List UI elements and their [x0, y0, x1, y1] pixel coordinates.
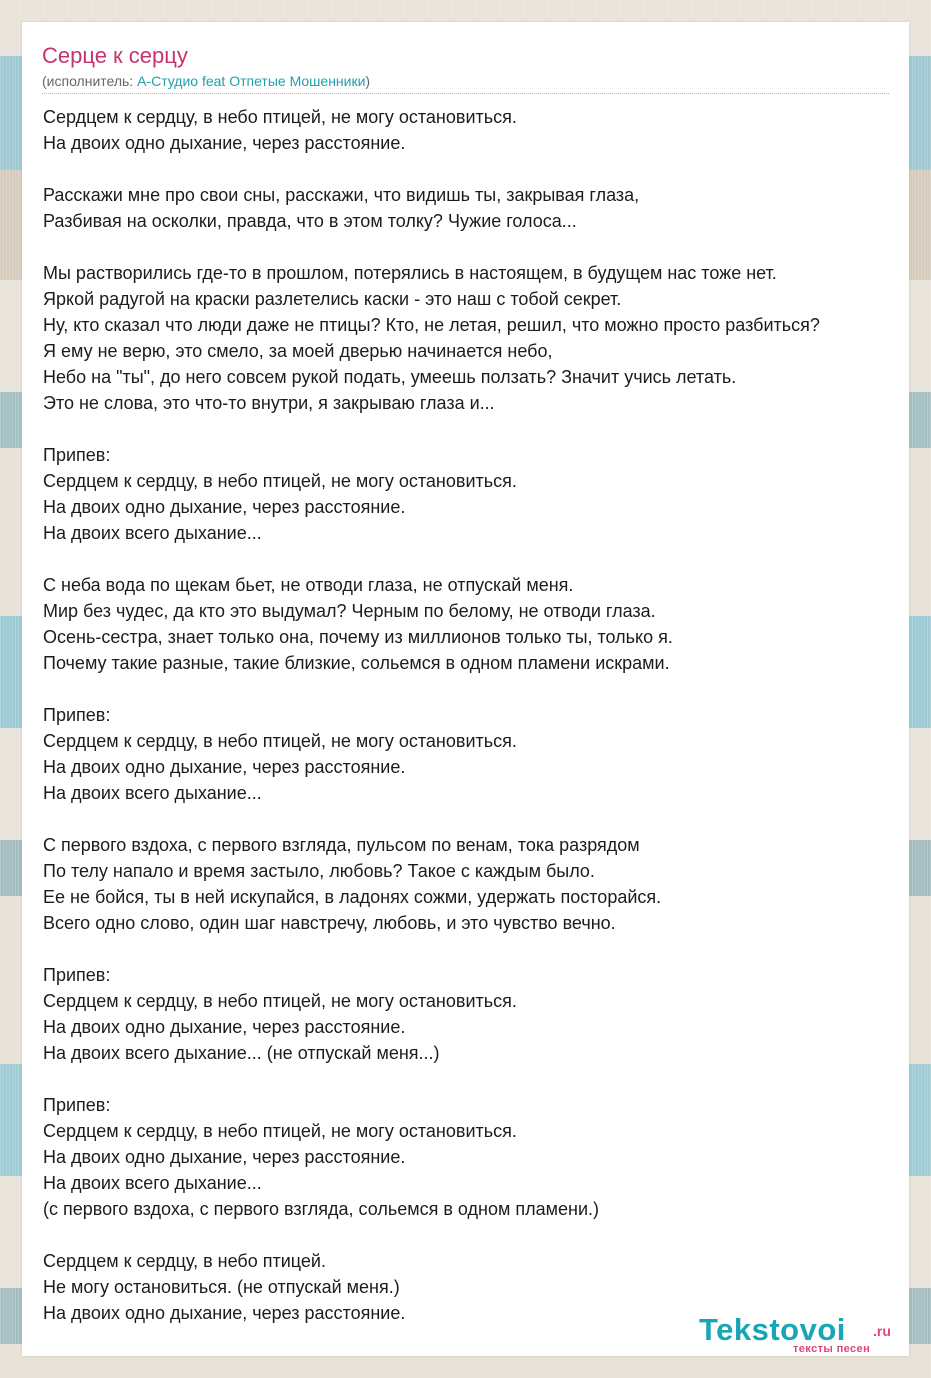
artist-prefix: (исполнитель: [42, 73, 138, 89]
logo-tagline: тексты песен [793, 1343, 871, 1355]
lyrics-text: Сердцем к сердцу, в небо птицей, не могу остановиться. На двоих одно дыхание, через расстояние. Расскажи мне про свои сны, расскажи, что видишь ты, закрывая глаза, Разбивая на осколки, правда, что в этом толку? Чужие голоса... Мы растворились где-то в прошлом, потерялись в настоящем, в будущем нас тоже нет. Яркой радугой на краски разлетелись каски - это наш с тобой секрет. Ну, кто сказал что люди даже не птицы? Кто, не летая, решил, что можно просто разбиться? Я ему не верю, это смело, за моей дверью начинается небо, Небо на "ты", до него совсем рукой подать, умеешь ползать? Значит учись летать. Это не слова, это что-то внутри, я закрываю глаза и... Припев: Сердцем к сердцу, в небо птицей, не могу остановиться. На двоих одно дыхание, через расстояние. На двоих всего дыхание... С неба вода по щекам бьет, не отводи глаза, не отпускай меня. Мир без чудес, да кто это выдумал? Черным по белому, не отводи глаза. Осень-сестра, знает только она, почему из миллионов только ты, только я. Почему такие разные, такие близкие, сольемся в одном пламени искрами. Припев: Сердцем к сердцу, в небо птицей, не могу остановиться. На двоих одно дыхание, через расстояние. На двоих всего дыхание... С первого вздоха, с первого взгляда, пульсом по венам, тока разрядом По телу напало и время застыло, любовь? Такое с каждым было. Ее не бойся, ты в ней искупайся, в ладонях сожми, удержать посторайся. Всего одно слово, один шаг навстречу, любовь, и это чувство вечно. Припев: Сердцем к сердцу, в небо птицей, не могу остановиться. На двоих одно дыхание, через расстояние. На двоих всего дыхание... (не отпускай меня...) Припев: Сердцем к сердцу, в небо птицей, не могу остановиться. На двоих одно дыхание, через расстояние. На двоих всего дыхание... (с первого вздоха, с первого взгляда, сольемся в одном пламени.) Сердцем к сердцу, в небо птицей. Не могу остановиться. (не отпускай меня.) На двоих одно дыхание, через расстояние. [43, 107, 820, 1323]
artist-suffix: ) [365, 73, 371, 89]
logo-wordmark: Tekstovoi [699, 1312, 846, 1347]
song-title: Серце к серцу [42, 43, 188, 68]
artist-link[interactable]: А-Студио feat Отпетые Мошенники [137, 73, 366, 89]
logo-domain-suffix: .ru [873, 1323, 891, 1339]
title-divider [42, 93, 889, 94]
site-logo[interactable] [699, 1312, 907, 1358]
lyrics-card [22, 22, 909, 1356]
artist-line [42, 73, 370, 89]
